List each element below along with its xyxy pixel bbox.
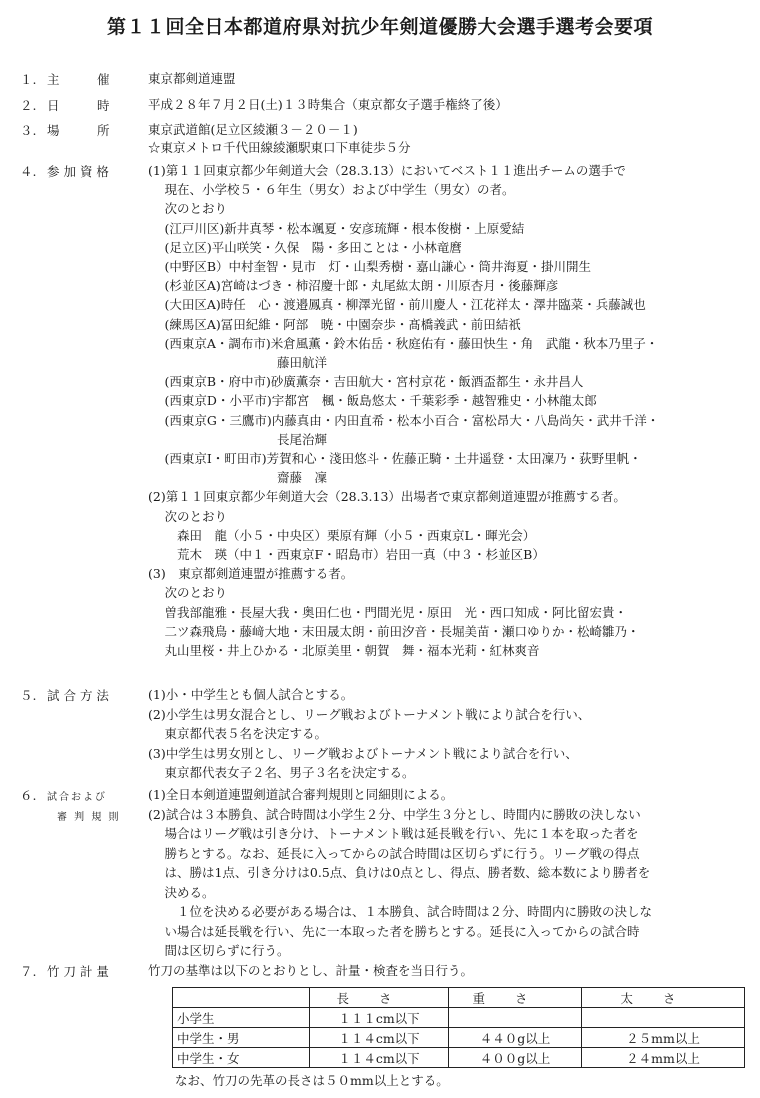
text-line: (西東京I・町田市)芳賀和心・淺田悠斗・佐藤正騎・土井遥登・太田凜乃・荻野里帆・ <box>148 451 642 466</box>
text-line: (足立区)平山咲笑・久保 陽・多田ことは・小林竜麿 <box>148 239 462 255</box>
text-line: 次のとおり <box>148 585 227 601</box>
section-label: 主 催 <box>47 72 110 87</box>
section-text: ☆東京メトロ千代田線綾瀬駅東口下車徒歩５分 <box>148 140 411 155</box>
section-number: ７. <box>20 964 37 979</box>
text-line: (西東京B・府中市)砂廣薫奈・吉田航大・宮村京花・飯酒盃都生・永井昌人 <box>148 374 584 390</box>
text-line: １位を決める必要がある場合は、１本勝負、試合時間は２分、時間内に勝敗の決しな <box>148 904 652 919</box>
text-line: 長尾治輝 <box>148 431 327 447</box>
section-text: 東京武道館(足立区綾瀬３－２０－１) <box>148 122 358 137</box>
text-line: (江戸川区)新井真琴・松本颯夏・安彦琉輝・根本俊樹・上原愛結 <box>148 220 525 236</box>
text-line: 東京都代表５名を決定する。 <box>148 726 327 741</box>
text-line: 間は区切らずに行う。 <box>148 943 290 958</box>
table-cell-length: １１４cm以下 <box>310 1028 449 1048</box>
table-cell-label: 小学生 <box>173 1008 310 1028</box>
text-line: (2)第１１回東京都少年剣道大会（28.3.13）出場者で東京都剣道連盟が推薦する者。 <box>148 489 626 505</box>
section-text: 東京都剣道連盟 <box>148 71 236 86</box>
text-line: 場合はリーグ戦は引き分け、トーナメント戦は延長戦を行い、先に１本を取った者を <box>148 826 639 841</box>
shinai-note: なお、竹刀の先革の長さは５０mm以上とする。 <box>175 1073 449 1088</box>
text-line: 二ツ森飛鳥・藤﨑大地・末田晟太朗・前田汐音・長堀美苗・瀬口ゆりか・松崎雛乃・ <box>148 623 640 639</box>
table-cell-label: 中学生・男 <box>173 1028 310 1048</box>
text-line: (2)試合は３本勝負、試合時間は小学生２分、中学生３分とし、時間内に勝敗の決しない <box>148 806 641 822</box>
text-line: (中野区B）中村奎智・見市 灯・山梨秀樹・嘉山謙心・筒井海夏・掛川開生 <box>148 259 592 274</box>
table-cell-weight: ４００g以上 <box>449 1048 582 1068</box>
page-title: 第１１回全日本都道府県対抗少年剣道優勝大会選手選考会要項 <box>106 16 653 38</box>
text-line: 丸山里桜・井上ひかる・北原美里・朝賀 舞・福本光莉・紅林爽音 <box>148 643 540 658</box>
section-number: ４. <box>20 164 37 179</box>
table-cell-length: １１４cm以下 <box>310 1048 449 1068</box>
text-line: (西東京D・小平市)宇都宮 楓・飯島悠太・千葉彩季・越智雅史・小林龍太郎 <box>148 393 597 409</box>
text-line: (3) 東京都剣道連盟が推薦する者。 <box>148 566 354 582</box>
text-line: 藤田航洋 <box>148 355 327 370</box>
table-cell-thickness: ２５mm以上 <box>582 1028 745 1048</box>
text-line: (杉並区A)宮崎はづき・柿沼慶十郎・丸尾紘太朗・川原杏月・後藤輝彦 <box>148 278 559 294</box>
section-label: 日 時 <box>47 98 110 113</box>
section-label: 参 加 資 格 <box>47 164 109 179</box>
text-line: 決める。 <box>148 884 215 900</box>
text-line: (1)全日本剣道連盟剣道試合審判規則と同細則による。 <box>148 787 454 802</box>
section-number: ２. <box>20 98 37 113</box>
text-line: い場合は延長戦を行い、先に一本取った者を勝ちとする。延長に入ってからの試合時 <box>148 923 640 939</box>
section-label: 試 合 方 法 <box>47 688 109 703</box>
table-cell-thickness: ２４mm以上 <box>582 1048 745 1068</box>
table-cell-label: 中学生・女 <box>173 1048 310 1068</box>
section-number: ３. <box>20 123 37 138</box>
text-line: (1)小・中学生とも個人試合とする。 <box>148 687 354 702</box>
section-label-line2: 審 判 規 則 <box>57 812 121 823</box>
text-line: (西東京A・調布市)米倉風薫・鈴木佑岳・秋庭佑有・藤田快生・角 武龍・秋本乃里子・ <box>148 335 659 351</box>
shinai-table <box>172 987 745 1068</box>
table-cell-length: １１１cm以下 <box>310 1008 449 1028</box>
table-header-cell: 長さ <box>310 988 449 1008</box>
section-text: 平成２８年７月２日(土)１３時集合（東京都女子選手権終了後） <box>148 97 508 112</box>
table-header-cell: 太さ <box>582 988 745 1008</box>
table-cell-thickness <box>582 1008 745 1028</box>
table-cell-weight <box>449 1008 582 1028</box>
section-number: ５. <box>20 688 37 703</box>
table-header-cell: 重さ <box>449 988 582 1008</box>
section-label: 竹 刀 計 量 <box>47 964 109 979</box>
table-row <box>173 1028 745 1048</box>
section-label-line1: 試合および <box>47 792 107 803</box>
table-header-cell <box>173 988 310 1008</box>
table-row <box>173 1048 745 1068</box>
text-line: (大田区A)時任 心・渡邉鳳真・柳澤光留・前川慶人・江花祥太・澤井臨菜・兵藤誠也 <box>148 297 646 313</box>
text-line: 曽我部龍雅・長屋大我・奥田仁也・門間光児・原田 光・西口知成・阿比留宏貴・ <box>148 604 627 620</box>
table-cell-weight: ４４０g以上 <box>449 1028 582 1048</box>
section-number: １. <box>20 72 37 87</box>
shinai-intro: 竹刀の基準は以下のとおりとし、計量・検査を当日行う。 <box>148 963 474 978</box>
text-line: (1)第１１回東京都少年剣道大会（28.3.13）においてベスト１１進出チームの選手で <box>148 163 626 178</box>
text-line: (2)小学生は男女混合とし、リーグ戦およびトーナメント戦により試合を行い、 <box>148 706 591 722</box>
text-line: 次のとおり <box>148 508 227 524</box>
table-row <box>173 1008 745 1028</box>
text-line: (3)中学生は男女別とし、リーグ戦およびトーナメント戦により試合を行い、 <box>148 745 578 761</box>
text-line: 次のとおり <box>148 201 227 217</box>
text-line: 齋藤 凜 <box>148 470 327 486</box>
text-line: 現在、小学校５・６年生（男女）および中学生（男女）の者。 <box>148 182 515 198</box>
text-line: (西東京G・三鷹市)内藤真由・内田直希・松本小百合・富松昂大・八島尚矢・武井千洋・ <box>148 412 660 428</box>
section-number: ６. <box>20 788 37 803</box>
text-line: 森田 龍（小５・中央区）栗原有輝（小５・西東京L・暉光会） <box>148 527 536 543</box>
text-line: は、勝は1点、引き分けは0.5点、負けは0点とし、得点、勝者数、総本数により勝者を <box>148 865 651 880</box>
section-label: 場 所 <box>47 123 110 138</box>
table-header-row <box>173 988 745 1008</box>
text-line: 荒木 瑛（中１・西東京F・昭島市）岩田一真（中３・杉並区B） <box>148 547 545 562</box>
text-line: 勝ちとする。なお、延長に入ってからの試合時間は区切らずに行う。リーグ戦の得点 <box>148 845 640 861</box>
text-line: 東京都代表女子２名、男子３名を決定する。 <box>148 765 415 780</box>
text-line: (練馬区A)冨田紀維・阿部 暁・中園奈歩・髙橋義武・前田結祇 <box>148 316 521 332</box>
